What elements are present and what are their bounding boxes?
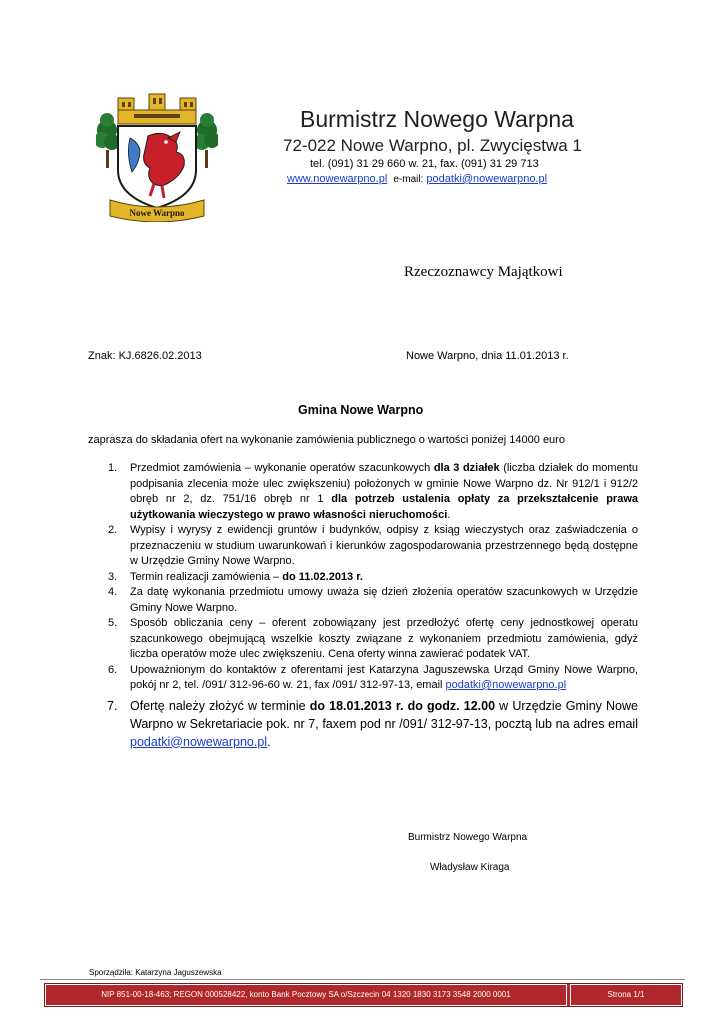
tree-icon-right bbox=[194, 113, 218, 168]
terms-list bbox=[107, 461, 638, 751]
page-number: Strona 1/1 bbox=[570, 984, 682, 1006]
footer-divider bbox=[40, 979, 685, 980]
list-item: 4. Za datę wykonania przedmiotu umowy uważa się dzień złożenia operatów szacunkowych w Urzędzie Gminy Nowe Warpno. bbox=[108, 586, 638, 614]
organization-heading: Gmina Nowe Warpno bbox=[298, 403, 424, 417]
signature-name: Władysław Kiraga bbox=[430, 862, 510, 873]
tree-icon-left bbox=[96, 113, 120, 168]
website-link[interactable]: www.nowewarpno.pl bbox=[287, 173, 388, 185]
letterhead-title: Burmistrz Nowego Warpna bbox=[300, 106, 574, 132]
recipient: Rzeczoznawcy Majątkowi bbox=[404, 264, 563, 280]
list-item: 1. Przedmiot zamówienia – wykonanie operatów szacunkowych dla 3 działek (liczba działek do momentu podpisania zlecenia może ulec zwiększeniu) położonych w gminie Nowe Warpno dz. Nr 912/1 i 912/2 obręb nr 2, dz. 751/16 obręb nr 1 dla potrzeb ustalenia opłaty za przekształcenie prawa użytkowania wieczystego w prawo własności nieruchomości. bbox=[108, 462, 638, 521]
footer-bar bbox=[44, 983, 683, 1007]
reference-number: Znak: KJ.6826.02.2013 bbox=[88, 350, 202, 362]
intro-text: zaprasza do składania ofert na wykonanie zamówienia publicznego o wartości poniżej 14000 euro bbox=[88, 434, 565, 446]
email-label: e-mail: bbox=[393, 174, 424, 185]
list-item: 2. Wypisy i wyrysy z ewidencji gruntów i budynków, odpisy z ksiąg wieczystych oraz zaświadczenia o przeznaczeniu w studium uwarunkowań i kierunków zagospodarowania przestrzennego będą dostępne w Urzędzie Gminy Nowe Warpno. bbox=[108, 524, 638, 567]
list-item: 5. Sposób obliczania ceny – oferent zobowiązany jest przedłożyć ofertę ceny jednostkowej operatu szacunkowego obejmującą wszelkie koszty związane z wykonaniem przedmiotu zamówienia, gdyż liczba operatów może ulec zwiększeniu. Cena oferty winna zawierać podatek VAT. bbox=[108, 617, 638, 660]
email-link[interactable]: podatki@nowewarpno.pl bbox=[426, 173, 548, 185]
coat-of-arms-logo bbox=[96, 92, 218, 222]
footer-info: NIP 851-00-18-463; REGON 000528422, konto Bank Pocztowy SA o/Szczecin 04 1320 1830 3173 3548 2000 0001 bbox=[45, 984, 567, 1006]
crown-towers-icon bbox=[118, 94, 196, 124]
list-item: 7. Ofertę należy złożyć w terminie do 18.01.2013 r. do godz. 12.00 w Urzędzie Gminy Nowe Warpno w Sekretariacie pok. nr 7, faxem pod nr /091/ 312-97-13, pocztą lub na adres email podatki@nowewarpno.pl. bbox=[107, 698, 638, 749]
letterhead-phone: tel. (091) 31 29 660 w. 21, fax. (091) 31 29 713 bbox=[310, 158, 539, 170]
place-date: Nowe Warpno, dnia 11.01.2013 r. bbox=[406, 350, 569, 362]
letterhead-address: 72-022 Nowe Warpno, pl. Zwycięstwa 1 bbox=[283, 136, 582, 155]
letterhead-contact bbox=[287, 173, 547, 185]
list-item: 6. Upoważnionym do kontaktów z oferentami jest Katarzyna Jaguszewska Urząd Gminy Nowe Warpno, pokój nr 2, tel. /091/ 312-96-60 w. 21, fax /091/ 312-97-13, email podatki@nowewarpno.pl bbox=[108, 663, 638, 691]
list-item: 3. Termin realizacji zamówienia – do 11.02.2013 r. bbox=[108, 570, 363, 583]
signature-title: Burmistrz Nowego Warpna bbox=[408, 832, 528, 843]
prepared-by: Sporządziła: Katarzyna Jaguszewska bbox=[89, 968, 222, 977]
crest-label: Nowe Warpno bbox=[129, 208, 185, 218]
offer-email-link[interactable]: podatki@nowewarpno.pl bbox=[130, 734, 268, 749]
contact-email-link[interactable]: podatki@nowewarpno.pl bbox=[445, 679, 567, 691]
